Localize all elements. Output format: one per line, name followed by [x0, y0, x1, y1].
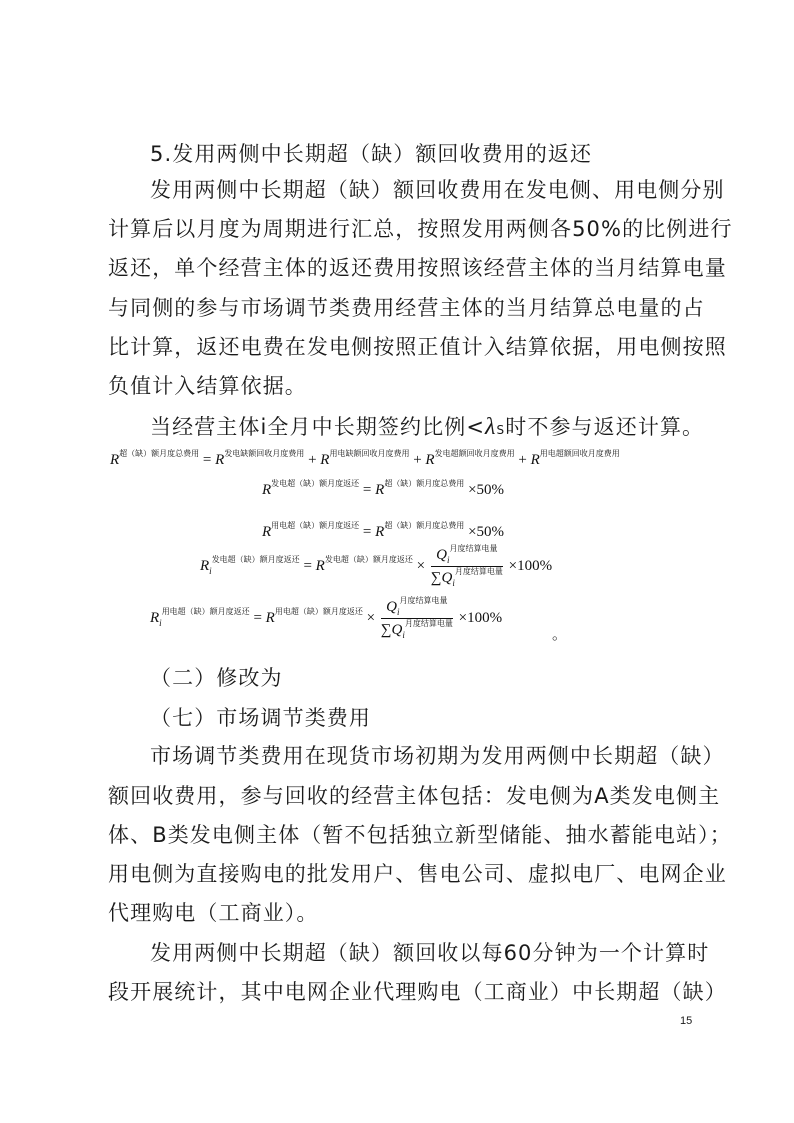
- paragraph-line: 发用两侧中长期超（缺）额回收费用在发电侧、用电侧分别: [150, 178, 725, 202]
- paragraph-line: 段开展统计，其中电网企业代理购电（工商业）中长期超（缺）: [108, 980, 727, 1004]
- paragraph-line: 体、B类发电侧主体（暂不包括独立新型储能、抽水蓄能电站）；: [108, 823, 732, 847]
- paragraph-line: 市场调节类费用在现货市场初期为发用两侧中长期超（缺）: [150, 744, 725, 768]
- paragraph-line: 用电侧为直接购电的批发用户、售电公司、虚拟电厂、电网企业: [108, 862, 727, 886]
- formula-gen-return: $R^{发电超(缺)额月度返还} = R^{超(缺)额月度总费用} \times 50\%$: [262, 479, 505, 498]
- formula-total-fee: $R^{超(缺)额月度总费用} = R^{发电缺额回收月度费用} + R^{用电缺额回收月度费用} + R^{发电超额回收月度费用} + R^{用电超额回收月度费用}$: [110, 449, 620, 468]
- revision-subheading: （七）市场调节类费用: [150, 706, 371, 730]
- paragraph-line: 发用两侧中长期超（缺）额回收以每60分钟为一个计算时: [150, 941, 710, 965]
- condition-suffix: 时不参与返还计算。: [505, 415, 705, 439]
- formula-end-period: 。: [552, 627, 568, 643]
- revision-heading: （二）修改为: [150, 666, 283, 690]
- page-number: 15: [680, 1015, 693, 1027]
- condition-prefix: 当经营主体i全月中长期签约比例<: [150, 415, 486, 439]
- paragraph-line: 额回收费用，参与回收的经营主体包括：发电侧为A类发电侧主: [108, 784, 721, 808]
- formula-use-unit-return: $R_i^{用电超(缺)额月度返还} = R^{用电超(缺)额月度返还}$ × $\frac{Q_i^{月度结算电量}}{\sum Q_i^{月度结算电量}}$ ×100%: [150, 596, 503, 640]
- fraction: $\frac{Q_i^{月度结算电量}}{\sum Q_i^{月度结算电量}}$: [430, 544, 503, 588]
- condition-line: [150, 409, 705, 448]
- paragraph-line: 比计算，返还电费在发电侧按照正值计入结算依据，用电侧按照: [108, 335, 727, 359]
- paragraph-line: 返还，单个经营主体的返还费用按照该经营主体的当月结算电量: [108, 256, 727, 280]
- lambda-symbol: λ: [485, 414, 497, 440]
- fraction: $\frac{Q_i^{月度结算电量}}{\sum Q_i^{月度结算电量}}$: [380, 596, 453, 640]
- formula-gen-unit-return: $R_i^{发电超(缺)额月度返还} = R^{发电超(缺)额月度返还}$ × $\frac{Q_i^{月度结算电量}}{\sum Q_i^{月度结算电量}}$ ×100%: [200, 544, 553, 588]
- lambda-subscript: S: [496, 423, 506, 437]
- section-heading: 5.发用两侧中长期超（缺）额回收费用的返还: [150, 142, 593, 166]
- paragraph-line: 计算后以月度为周期进行汇总，按照发用两侧各50%的比例进行: [108, 217, 733, 241]
- paragraph-line: 负值计入结算依据。: [108, 374, 307, 398]
- formula-use-return: $R^{用电超(缺)额月度返还} = R^{超(缺)额月度总费用} \times 50\%$: [262, 521, 505, 540]
- paragraph-line: 与同侧的参与市场调节类费用经营主体的当月结算总电量的占: [108, 296, 705, 320]
- paragraph-line: 代理购电（工商业）。: [108, 901, 319, 925]
